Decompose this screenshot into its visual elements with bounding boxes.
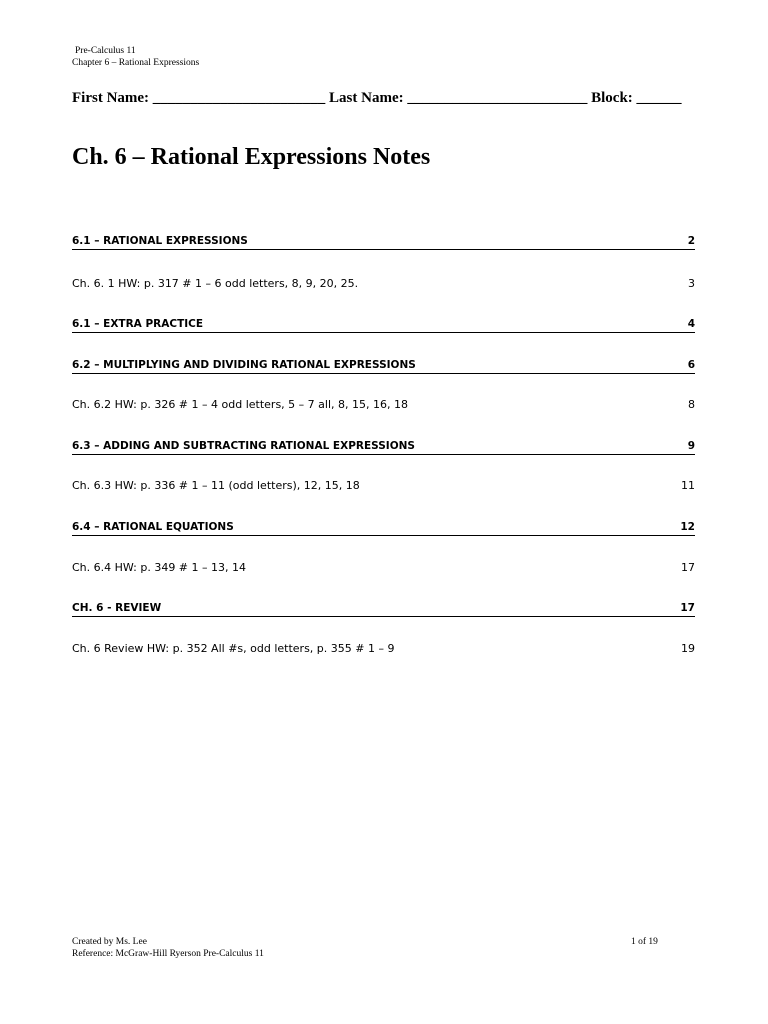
toc-page-number: 2	[687, 235, 695, 247]
footer-author: Created by Ms. Lee	[72, 937, 147, 947]
page-indicator: 1 of 19	[631, 937, 658, 947]
toc-label: Ch. 6.3 HW: p. 336 # 1 – 11 (odd letters), 12, 15, 18	[72, 479, 360, 492]
toc-section-row	[72, 316, 695, 333]
chapter-name: Chapter 6 – Rational Expressions	[72, 58, 200, 68]
toc-label: Ch. 6.2 HW: p. 326 # 1 – 4 odd letters, 5 – 7 all, 8, 15, 16, 18	[72, 398, 408, 411]
toc-label: Ch. 6 Review HW: p. 352 All #s, odd letters, p. 355 # 1 – 9	[72, 642, 395, 655]
toc-page-number: 11	[681, 479, 695, 492]
student-name-line: First Name: _______________________ Last Name: ________________________ Block: ______	[72, 90, 682, 106]
toc-label: 6.3 – ADDING AND SUBTRACTING RATIONAL EXPRESSIONS	[72, 440, 415, 452]
toc-section-row	[72, 357, 695, 374]
toc-homework-row	[72, 641, 695, 657]
toc-page-number: 19	[681, 642, 695, 655]
toc-page-number: 6	[687, 359, 695, 371]
page-header	[72, 45, 199, 69]
toc-label: Ch. 6.4 HW: p. 349 # 1 – 13, 14	[72, 561, 247, 574]
toc-label: Ch. 6. 1 HW: p. 317 # 1 – 6 odd letters, 8, 9, 20, 25.	[72, 277, 359, 290]
toc-label: 6.2 – MULTIPLYING AND DIVIDING RATIONAL EXPRESSIONS	[72, 359, 416, 371]
toc-homework-row	[72, 397, 695, 413]
toc-page-number: 12	[680, 521, 695, 533]
toc-page-number: 8	[688, 398, 695, 411]
toc-label: 6.1 – EXTRA PRACTICE	[72, 318, 204, 330]
toc-label: 6.4 – RATIONAL EQUATIONS	[72, 521, 234, 533]
toc-page-number: 17	[680, 602, 695, 614]
toc-section-row	[72, 438, 695, 455]
course-name: Pre-Calculus 11	[75, 46, 136, 56]
toc-page-number: 9	[687, 440, 695, 452]
toc-page-number: 3	[688, 277, 695, 290]
footer-reference: Reference: McGraw-Hill Ryerson Pre-Calculus 11	[72, 949, 264, 959]
toc-label: 6.1 – RATIONAL EXPRESSIONS	[72, 235, 248, 247]
toc-homework-row	[72, 478, 695, 494]
page-footer	[72, 936, 264, 960]
toc-label: CH. 6 - REVIEW	[72, 602, 162, 614]
toc-page-number: 17	[681, 561, 695, 574]
toc-homework-row	[72, 276, 695, 292]
toc-section-row	[72, 519, 695, 536]
toc-section-row	[72, 233, 695, 250]
toc-page-number: 4	[687, 318, 695, 330]
toc-homework-row	[72, 560, 695, 576]
toc-section-row	[72, 600, 695, 617]
page-title: Ch. 6 – Rational Expressions Notes	[72, 144, 431, 170]
